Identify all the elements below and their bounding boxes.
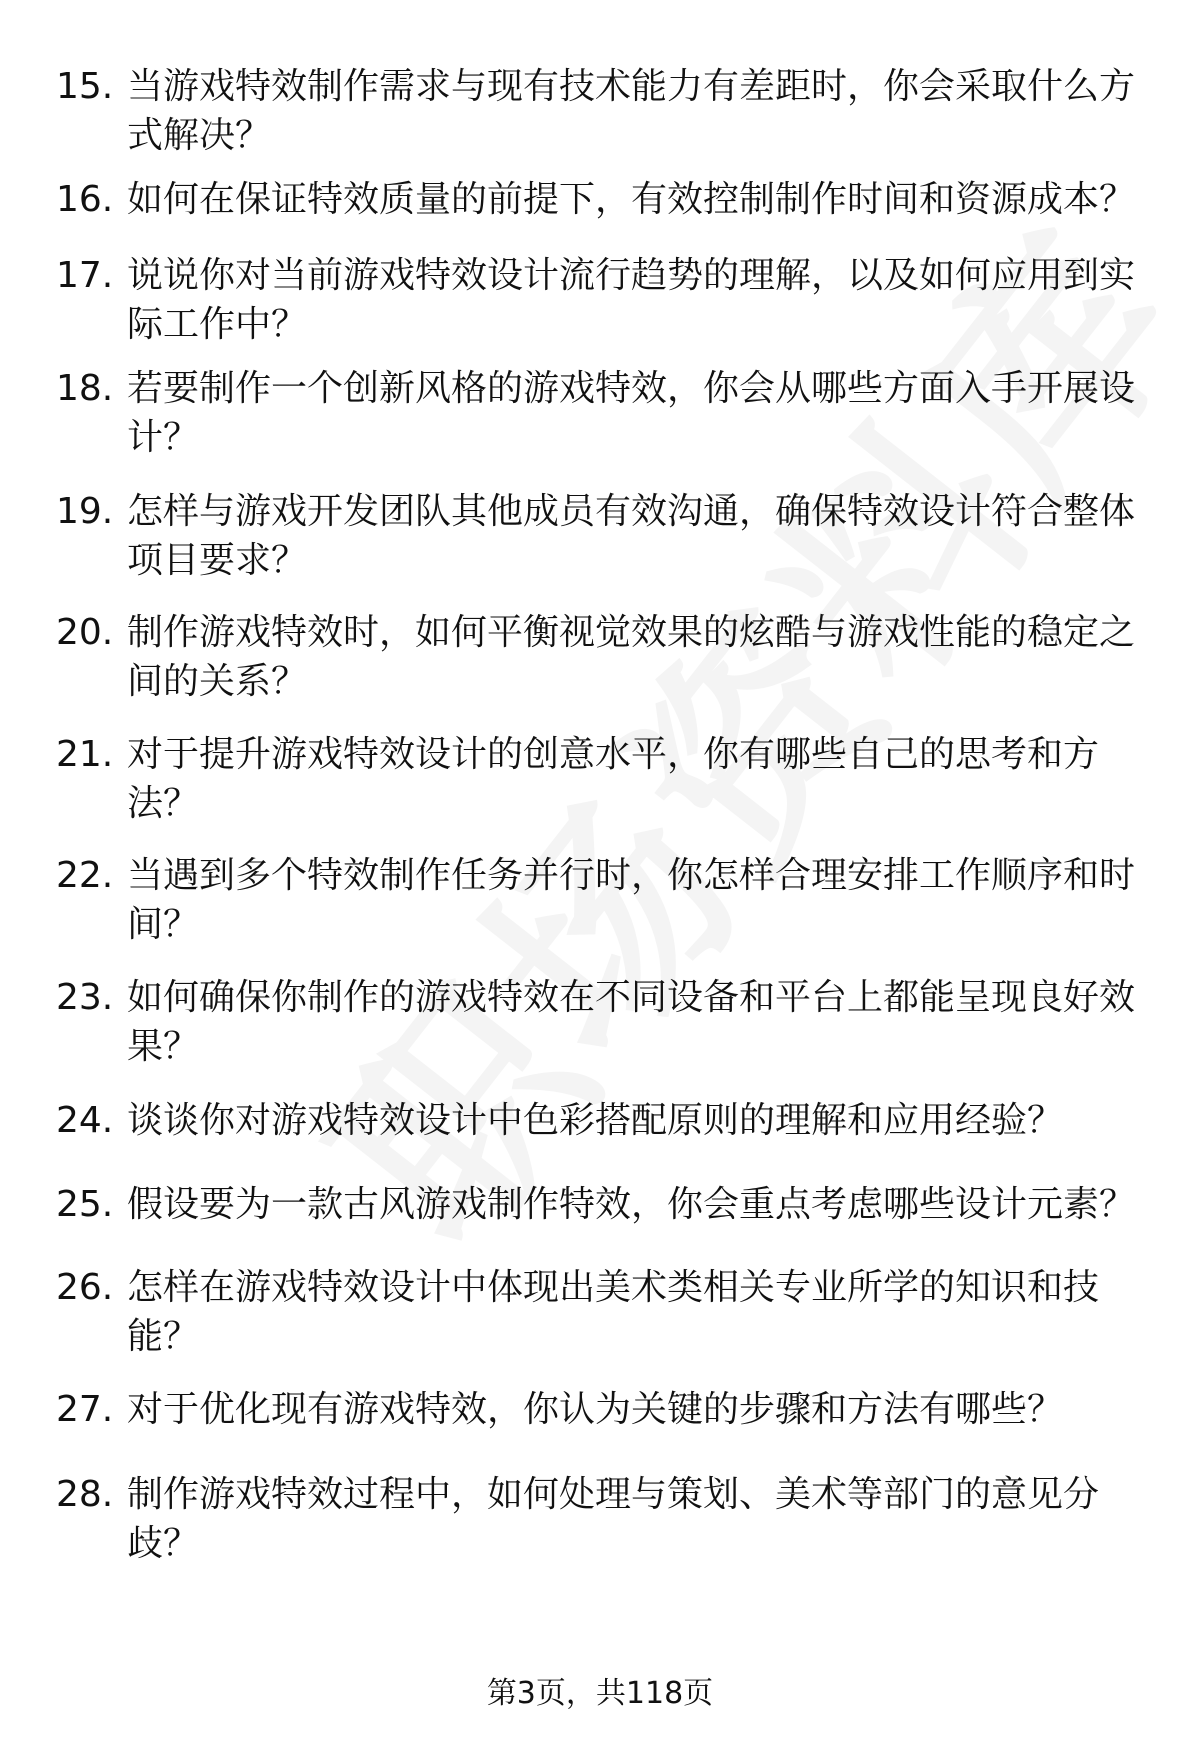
- question-line: 法？: [127, 783, 200, 824]
- question-number: 25.: [56, 1184, 114, 1225]
- question-line: 怎样与游戏开发团队其他成员有效沟通，确保特效设计符合整体: [127, 491, 1136, 532]
- question-text: [127, 364, 1147, 462]
- question-number: 17.: [56, 255, 114, 296]
- question-text: [127, 1385, 1147, 1434]
- question-number: 23.: [56, 977, 114, 1018]
- question-text: [127, 730, 1147, 828]
- question-text: [127, 1180, 1147, 1229]
- question-line: 如何确保你制作的游戏特效在不同设备和平台上都能呈现良好效: [127, 977, 1136, 1018]
- question-line: 制作游戏特效过程中，如何处理与策划、美术等部门的意见分: [127, 1474, 1100, 1515]
- question-text: [127, 1263, 1147, 1361]
- question-text: [127, 1470, 1147, 1568]
- page-number: 第3页，共118页: [486, 1676, 714, 1711]
- question-line: 如何在保证特效质量的前提下，有效控制制作时间和资源成本？: [127, 179, 1136, 220]
- question-line: 间？: [127, 904, 200, 945]
- question-line: 谈谈你对游戏特效设计中色彩搭配原则的理解和应用经验？: [127, 1100, 1064, 1141]
- question-line: 间的关系？: [127, 661, 308, 702]
- question-number: 22.: [56, 855, 114, 896]
- question-text: [127, 175, 1147, 224]
- question-number: 26.: [56, 1267, 114, 1308]
- question-line: 能？: [127, 1316, 200, 1357]
- question-number: 28.: [56, 1474, 114, 1515]
- question-text: [127, 251, 1147, 349]
- question-number: 15.: [56, 66, 114, 107]
- question-number: 24.: [56, 1100, 114, 1141]
- question-line: 若要制作一个创新风格的游戏特效，你会从哪些方面入手开展设: [127, 368, 1136, 409]
- question-line: 际工作中？: [127, 304, 308, 345]
- question-line: 计？: [127, 417, 200, 458]
- question-line: 说说你对当前游戏特效设计流行趋势的理解，以及如何应用到实: [127, 255, 1136, 296]
- question-text: [127, 1096, 1147, 1145]
- question-number: 19.: [56, 491, 114, 532]
- question-number: 21.: [56, 734, 114, 775]
- question-line: 假设要为一款古风游戏制作特效，你会重点考虑哪些设计元素？: [127, 1184, 1136, 1225]
- question-line: 式解决？: [127, 115, 272, 156]
- question-line: 对于优化现有游戏特效，你认为关键的步骤和方法有哪些？: [127, 1389, 1064, 1430]
- question-number: 20.: [56, 612, 114, 653]
- question-line: 当游戏特效制作需求与现有技术能力有差距时，你会采取什么方: [127, 66, 1136, 107]
- question-text: [127, 851, 1147, 949]
- question-line: 果？: [127, 1026, 200, 1067]
- question-text: [127, 487, 1147, 585]
- question-line: 怎样在游戏特效设计中体现出美术类相关专业所学的知识和技: [127, 1267, 1100, 1308]
- question-number: 27.: [56, 1389, 114, 1430]
- question-line: 制作游戏特效时，如何平衡视觉效果的炫酷与游戏性能的稳定之: [127, 612, 1136, 653]
- question-text: [127, 608, 1147, 706]
- question-line: 歧？: [127, 1523, 200, 1564]
- question-number: 16.: [56, 179, 114, 220]
- question-line: 对于提升游戏特效设计的创意水平，你有哪些自己的思考和方: [127, 734, 1100, 775]
- question-line: 当遇到多个特效制作任务并行时，你怎样合理安排工作顺序和时: [127, 855, 1136, 896]
- question-text: [127, 973, 1147, 1071]
- question-number: 18.: [56, 368, 114, 409]
- question-text: [127, 62, 1147, 160]
- question-line: 项目要求？: [127, 540, 308, 581]
